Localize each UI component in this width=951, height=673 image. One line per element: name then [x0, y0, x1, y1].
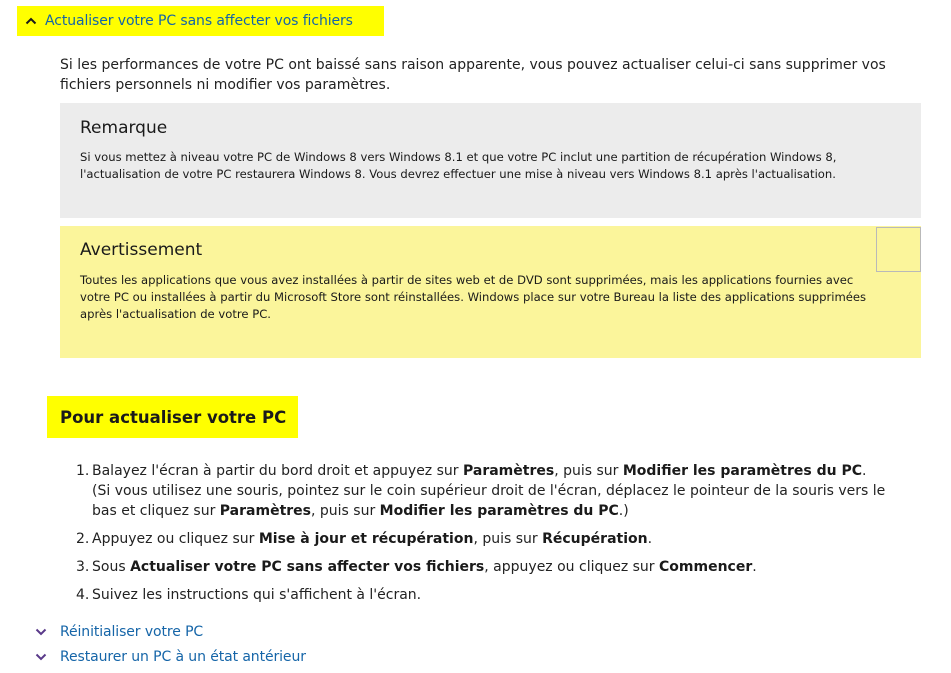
steps-list	[76, 461, 896, 613]
chevron-down-icon	[30, 628, 52, 636]
note-body: Si vous mettez à niveau votre PC de Windows 8 vers Windows 8.1 et que votre PC inclut une partition de récupération Windows 8, l'actualisation de votre PC restaurera Windows 8. Vous devrez effectuer une mise à niveau vers Windows 8.1 après l'actualisation.	[80, 150, 837, 181]
note-box	[60, 103, 921, 218]
step-item: 4. Suivez les instructions qui s'affichent à l'écran.	[76, 587, 422, 603]
note-title: Remarque	[80, 118, 168, 138]
warning-title: Avertissement	[80, 240, 203, 260]
procedure-heading: Pour actualiser votre PC	[60, 407, 287, 427]
expander-title: Restaurer un PC à un état antérieur	[60, 649, 306, 665]
expander-title: Actualiser votre PC sans affecter vos fichiers	[45, 13, 353, 29]
procedure-heading-block	[47, 396, 298, 438]
expander-title: Réinitialiser votre PC	[60, 624, 204, 640]
step-item: 2. Appuyez ou cliquez sur Mise à jour et récupération, puis sur Récupération.	[76, 531, 653, 547]
intro-paragraph: Si les performances de votre PC ont baissé sans raison apparente, vous pouvez actualiser celui-ci sans supprimer vos fichiers personnels ni modifier vos paramètres.	[60, 57, 886, 93]
expander-header-actualiser[interactable]	[17, 6, 384, 36]
warning-body: Toutes les applications que vous avez installées à partir de sites web et de DVD sont supprimées, mais les applications fournies avec votre PC ou installées à partir du Microsoft Store sont réinstallées. Windows place sur votre Bureau la liste des applications supprimées après l'actualisation de votre PC.	[80, 273, 867, 321]
step-item: 1. Balayez l'écran à partir du bord droit et appuyez sur Paramètres, puis sur Modifier les paramètres du PC. (Si vous utilisez une souris, pointez sur le coin supérieur droit de l'écran, déplacez le pointeur de la souris vers le bas et cliquez sur Paramètres, puis sur Modifier les paramètres du PC.)	[76, 461, 896, 521]
expander-header-reinitialiser[interactable]	[30, 621, 203, 643]
warning-box	[60, 226, 921, 358]
step-subnote: (Si vous utilisez une souris, pointez sur le coin supérieur droit de l'écran, déplacez le pointeur de la souris vers le bas et cliquez sur Paramètres, puis sur Modifier les paramètres du PC.)	[92, 483, 886, 519]
chevron-down-icon	[30, 653, 52, 661]
chevron-up-icon	[17, 17, 45, 25]
step-item: 3. Sous Actualiser votre PC sans affecter vos fichiers, appuyez ou cliquez sur Commencer.	[76, 559, 757, 575]
expander-header-restaurer[interactable]	[30, 646, 306, 668]
warning-corner-box	[876, 227, 921, 272]
